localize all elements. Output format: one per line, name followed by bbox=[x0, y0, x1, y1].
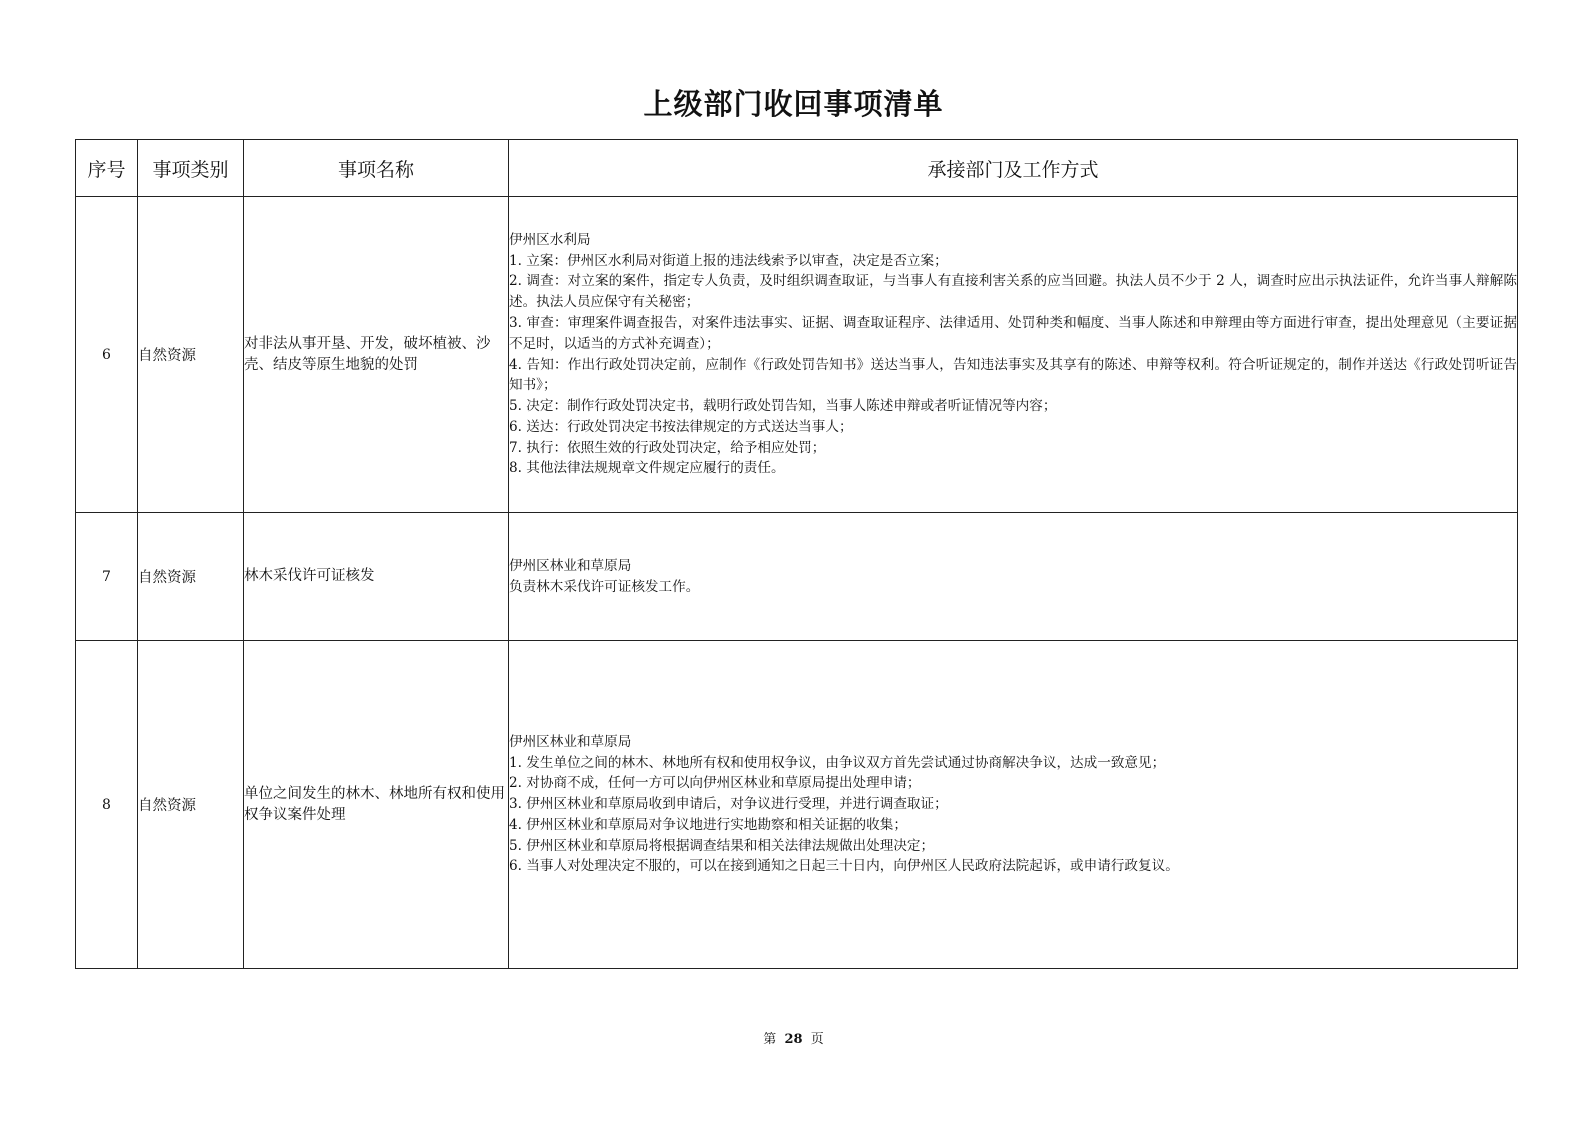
department-name: 伊州区水利局 bbox=[509, 231, 591, 248]
table-row bbox=[76, 513, 1518, 641]
row-department-method bbox=[509, 513, 1518, 641]
table-row bbox=[76, 197, 1518, 513]
work-step: 5. 决定：制作行政处罚决定书，载明行政处罚告知，当事人陈述申辩或者听证情况等内容； bbox=[509, 398, 1057, 415]
header-category: 事项类别 bbox=[138, 140, 244, 197]
work-step: 7. 执行：依照生效的行政处罚决定，给予相应处罚； bbox=[509, 439, 826, 456]
work-step: 6. 当事人对处理决定不服的，可以在接到通知之日起三十日内，向伊州区人民政府法院起诉，或申请行政复议。 bbox=[509, 858, 1179, 875]
work-step: 4. 告知：作出行政处罚决定前，应制作《行政处罚告知书》送达当事人，告知违法事实及其享有的陈述、申辩等权利。符合听证规定的，制作并送达《行政处罚听证告知书》； bbox=[509, 356, 1517, 394]
work-step: 1. 立案：伊州区水利局对街道上报的违法线索予以审查，决定是否立案； bbox=[509, 252, 948, 269]
header-no: 序号 bbox=[76, 140, 138, 197]
table-header-row bbox=[76, 140, 1518, 197]
row-category: 自然资源 bbox=[138, 513, 244, 641]
page-footer-prefix: 第 bbox=[763, 1032, 777, 1047]
row-matter-name: 对非法从事开垦、开发，破坏植被、沙壳、结皮等原生地貌的处罚 bbox=[244, 197, 509, 513]
row-matter-name: 林木采伐许可证核发 bbox=[244, 513, 509, 641]
row-number: 8 bbox=[76, 641, 138, 969]
row-number: 6 bbox=[76, 197, 138, 513]
row-category: 自然资源 bbox=[138, 197, 244, 513]
work-step: 6. 送达：行政处罚决定书按法律规定的方式送达当事人； bbox=[509, 418, 853, 435]
page-title: 上级部门收回事项清单 bbox=[643, 87, 944, 121]
table-row bbox=[76, 641, 1518, 969]
work-step: 5. 伊州区林业和草原局将根据调查结果和相关法律法规做出处理决定； bbox=[509, 837, 935, 854]
page-footer bbox=[0, 1031, 1587, 1049]
work-step: 负责林木采伐许可证核发工作。 bbox=[509, 578, 700, 595]
work-step: 1. 发生单位之间的林木、林地所有权和使用权争议，由争议双方首先尝试通过协商解决争议，达成一致意见； bbox=[509, 754, 1166, 771]
work-step: 8. 其他法律法规规章文件规定应履行的责任。 bbox=[509, 460, 785, 477]
work-step: 2. 对协商不成，任何一方可以向伊州区林业和草原局提出处理申请； bbox=[509, 775, 921, 792]
header-department: 承接部门及工作方式 bbox=[509, 140, 1518, 197]
row-category: 自然资源 bbox=[138, 641, 244, 969]
row-department-method bbox=[509, 197, 1518, 513]
work-step: 2. 调查：对立案的案件，指定专人负责，及时组织调查取证，与当事人有直接利害关系的应当回避。执法人员不少于 2 人，调查时应出示执法证件，允许当事人辩解陈述。执法人员应保守有关秘密； bbox=[509, 273, 1517, 311]
matters-table bbox=[75, 139, 1518, 969]
work-step: 4. 伊州区林业和草原局对争议地进行实地勘察和相关证据的收集； bbox=[509, 816, 907, 833]
header-name: 事项名称 bbox=[244, 140, 509, 197]
page-footer-suffix: 页 bbox=[810, 1032, 824, 1047]
work-step: 3. 伊州区林业和草原局收到申请后，对争议进行受理，并进行调查取证； bbox=[509, 796, 948, 813]
department-name: 伊州区林业和草原局 bbox=[509, 557, 632, 574]
work-step: 3. 审查：审理案件调查报告，对案件违法事实、证据、调查取证程序、法律适用、处罚种类和幅度、当事人陈述和申辩理由等方面进行审查，提出处理意见（主要证据不足时，以适当的方式补充调查）； bbox=[509, 314, 1517, 352]
department-name: 伊州区林业和草原局 bbox=[509, 733, 632, 750]
row-department-method bbox=[509, 641, 1518, 969]
page-number: 28 bbox=[784, 1032, 803, 1047]
row-number: 7 bbox=[76, 513, 138, 641]
row-matter-name: 单位之间发生的林木、林地所有权和使用权争议案件处理 bbox=[244, 641, 509, 969]
